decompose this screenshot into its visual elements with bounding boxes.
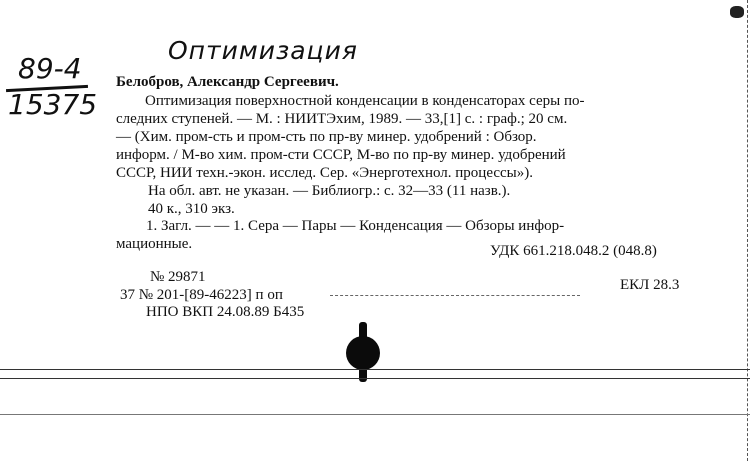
registry-ekl: ЕКЛ 28.3 xyxy=(620,277,680,293)
record-line-1: Оптимизация поверхностной конденсации в конденсаторах серы по- xyxy=(145,93,585,109)
registry-number: № 29871 xyxy=(150,269,206,285)
record-author: Белобров, Александр Сергеевич. xyxy=(116,74,339,90)
record-note-bibliography: На обл. авт. не указан. — Библиогр.: с. 32—33 (11 назв.). xyxy=(148,183,511,199)
record-line-2: следних ступеней. — М. : НИИТЭхим, 1989. — 33,[1] с. : граф.; 20 см. xyxy=(116,111,568,127)
record-line-4: информ. / М-во хим. пром-сти СССР, М-во по пр-ву минер. удобрений xyxy=(116,147,566,163)
handwritten-code-bottom: 15375 xyxy=(8,88,98,121)
handwritten-code-top: 89-4 xyxy=(18,52,82,85)
punch-hole xyxy=(346,336,380,370)
record-line-5: СССР, НИИ техн.-экон. исслед. Сер. «Энерготехнол. процессы»). xyxy=(116,165,533,181)
record-udc: УДК 661.218.048.2 (048.8) xyxy=(490,243,657,259)
card-bottom-line-1 xyxy=(0,369,750,370)
record-subjects-2: мационные. xyxy=(116,236,193,252)
registry-org: НПО ВКП 24.08.89 Б435 xyxy=(146,304,305,320)
registry-order: 37 № 201-[89-46223] п оп xyxy=(120,287,283,303)
card-bottom-line-2 xyxy=(0,378,750,379)
record-note-price: 40 к., 310 экз. xyxy=(148,201,235,217)
card-right-edge xyxy=(746,0,748,461)
record-subjects-1: 1. Загл. — — 1. Сера — Пары — Конденсация — Обзоры инфор- xyxy=(146,218,565,234)
dashed-rule xyxy=(330,295,580,296)
card-bottom-line-3 xyxy=(0,414,750,415)
handwritten-title: Оптимизация xyxy=(168,36,358,65)
ink-blot xyxy=(730,6,744,18)
record-line-3: — (Хим. пром-сть и пром-сть по пр-ву минер. удобрений : Обзор. xyxy=(116,129,537,145)
